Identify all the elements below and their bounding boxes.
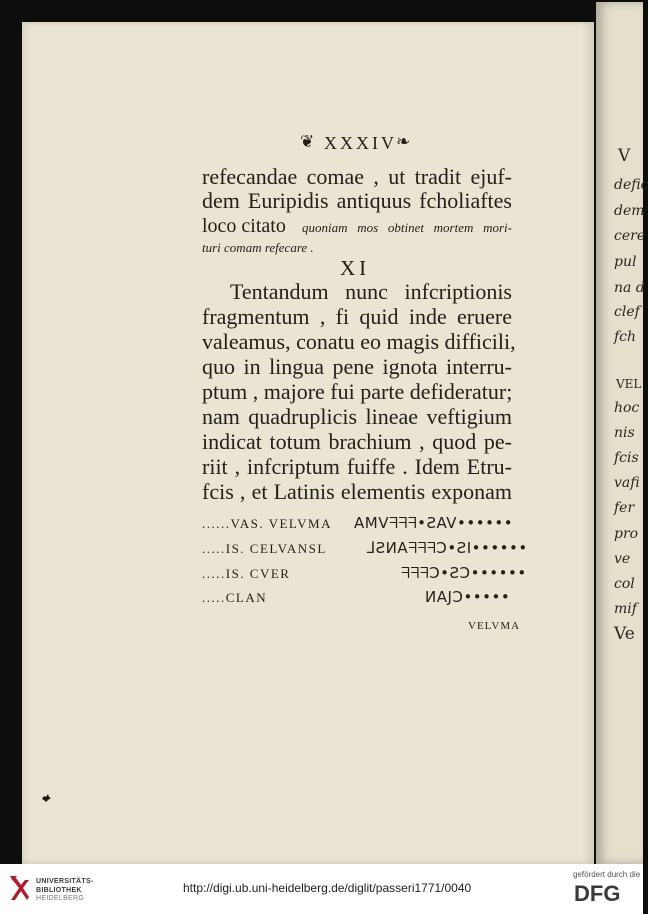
facing-page-line: Ve [614, 624, 635, 644]
facing-page-line: fcis [614, 450, 639, 466]
library-name-line: HEIDELBERG [36, 895, 85, 902]
text-line: valeamus, conatu eo magis difficili, [202, 329, 516, 354]
facing-page-line: mif [614, 601, 637, 617]
facing-page-line: na d [614, 280, 645, 296]
quotation-line: turi comam refecare . [202, 240, 314, 255]
quotation-line: quoniam mos obtinet mortem mori- [302, 220, 512, 235]
fleuron-right-icon: ❧ [396, 132, 411, 151]
text-line: nam quadruplicis lineae veftigium [202, 404, 512, 429]
text-line: Tentandum nunc infcriptionis [230, 279, 512, 304]
library-name-line: UNIVERSITÄTS- [36, 878, 94, 885]
inscription-etruscan-line: ᒧƧИAᖷᖷᖷƆ•ƧI•••••• [366, 539, 528, 557]
facing-page-line: pul [614, 254, 637, 270]
ink-blot-icon [40, 793, 52, 803]
text-line: fragmentum , fi quid inde eruere [202, 304, 512, 329]
facing-page-line: V [618, 146, 631, 166]
facing-page-line: pro [614, 526, 639, 542]
facing-page-line: nis [614, 425, 635, 441]
library-name-line: BIBLIOTHEK [36, 887, 82, 894]
text-line: fcis , et Latinis elementis exponam [202, 479, 512, 504]
text-line: indicat totum brachium , quod pe- [202, 429, 512, 454]
facing-page-line: fer [614, 500, 635, 516]
facing-page-line: fch [614, 329, 637, 345]
text-line: quo in lingua pene ignota interru- [202, 354, 512, 379]
inscription-latin-line: .....IS. CELVANSL [202, 541, 327, 556]
facing-page-line: cere [614, 228, 646, 244]
fleuron-left-icon: ❦ [300, 132, 315, 151]
facing-page-line: hoc [614, 400, 640, 416]
text-line: ptum , majore fui parte defideratur; [202, 379, 513, 404]
dfg-logo: DFG [574, 881, 621, 906]
facing-page-line: col [614, 576, 635, 592]
text-line: riit , infcriptum fuiffe . Idem Etru- [202, 454, 512, 479]
inscription-latin-line: .....IS. CVER [202, 566, 291, 581]
facing-page-line: ve [614, 551, 631, 567]
text-line: dem Euripidis antiquus fcholiaftes [202, 188, 512, 213]
facing-page-line: vafi [614, 475, 640, 491]
facing-page-line: VEL [616, 377, 642, 391]
page-header [300, 133, 414, 155]
university-library-logo-icon [8, 874, 30, 904]
viewer-footer [0, 864, 643, 914]
text-line: refecandae comae , ut tradit ejuf- [202, 164, 512, 189]
facing-page-line: clef [614, 304, 640, 320]
inscription-latin-line: .....CLAN [202, 590, 268, 605]
permalink[interactable]: http://digi.ub.uni-heidelberg.de/diglit/passeri1771/0040 [183, 881, 472, 895]
facing-page-edge [596, 2, 648, 864]
inscription-etruscan-line: ᖷᖷᖷƆ•ƧƆ•••••• [401, 564, 527, 582]
page-number: XXXIV [324, 133, 397, 153]
text-line: loco citato [202, 215, 286, 237]
inscription-etruscan-line: ИAJƆ••••• [425, 588, 511, 606]
inscription-etruscan-line: ΑΜVᖷᖷᖷ•ƧAV•••••• [354, 514, 514, 532]
inscription-latin-line: ......VAS. VELVMA [202, 516, 333, 531]
facing-page-line: defic [614, 177, 648, 193]
funding-note: gefördert durch die [573, 870, 641, 879]
inscription-caption: VELVMA [468, 620, 521, 632]
facing-page-line: dem [614, 203, 645, 219]
section-number: XI [340, 256, 371, 280]
